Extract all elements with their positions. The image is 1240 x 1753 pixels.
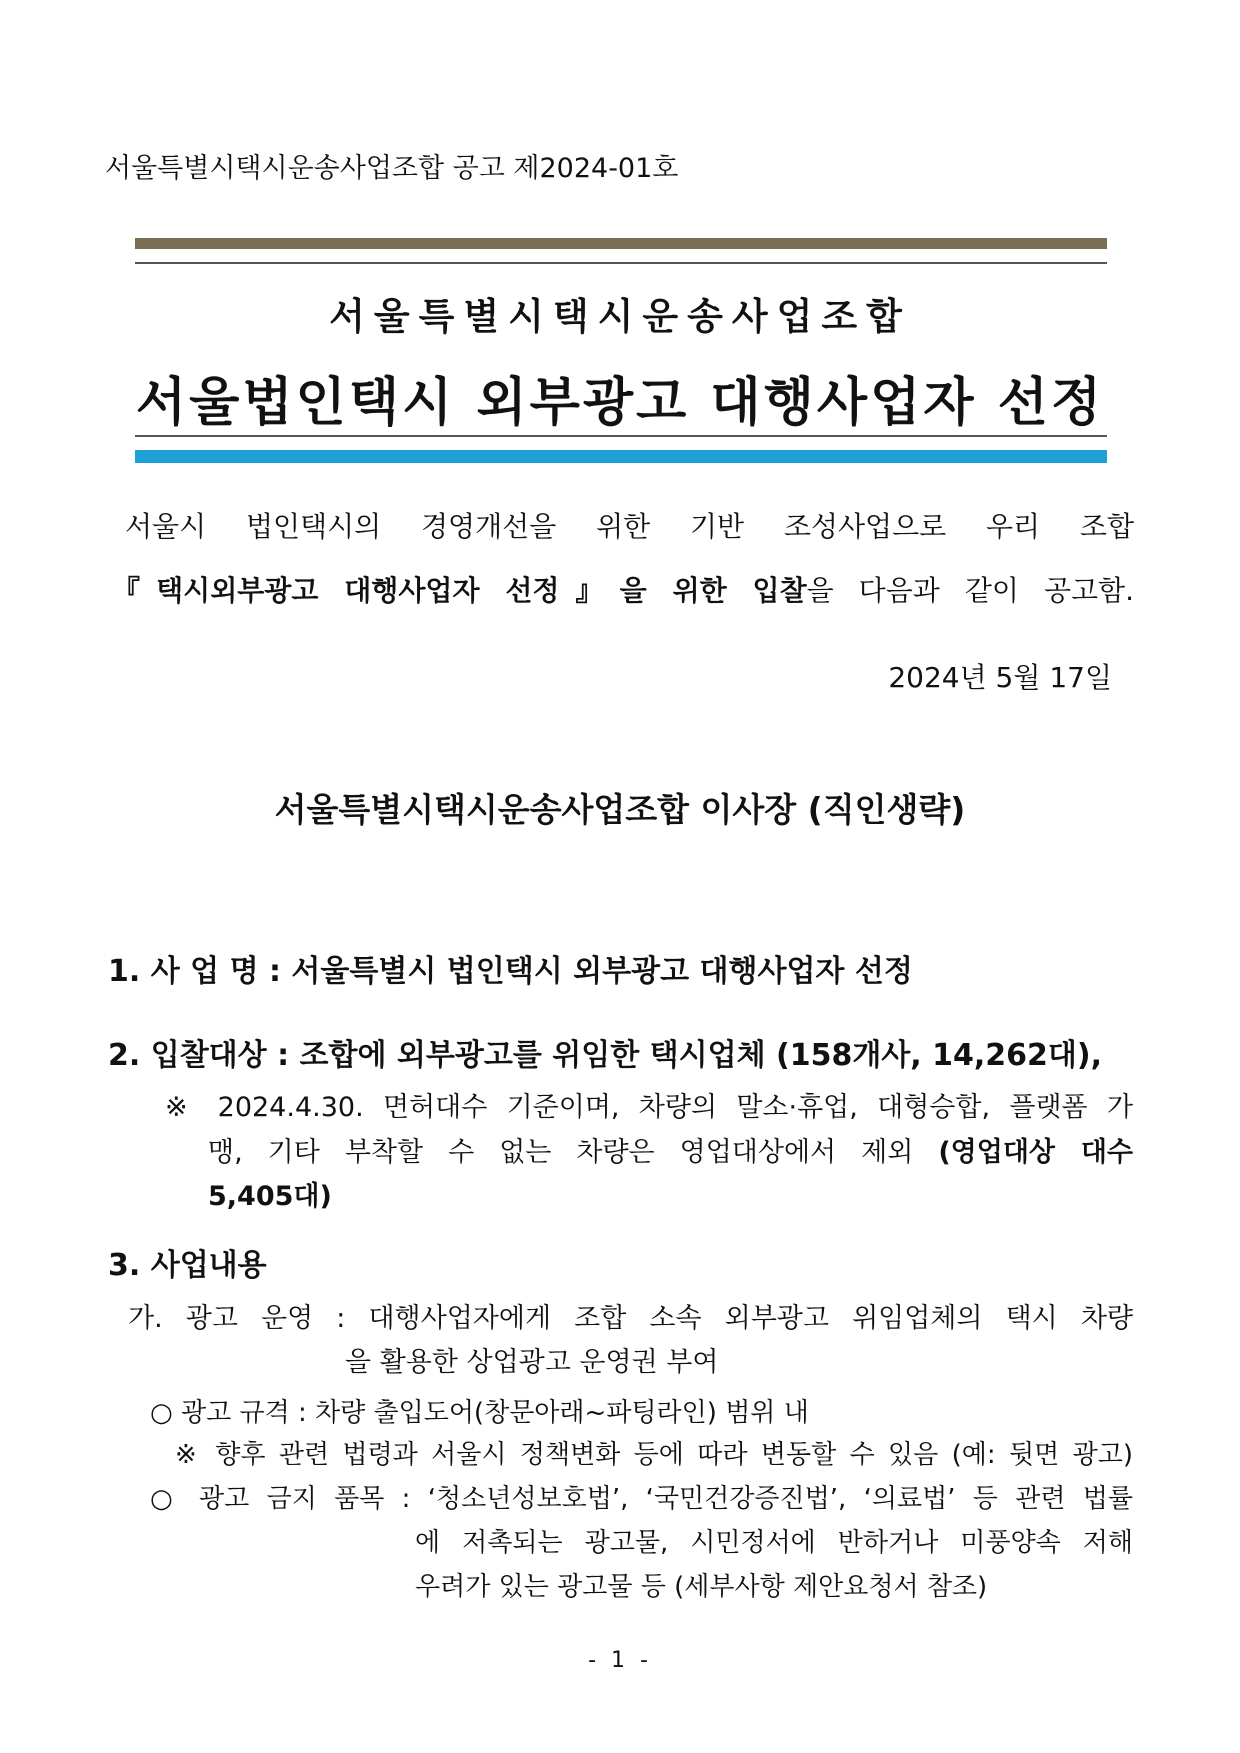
notice-number: 서울특별시택시운송사업조합 공고 제2024-01호 [105,153,679,184]
organization-title: 서울특별시택시운송사업조합 [329,295,911,338]
ad-operation-line-2: 을 활용한 상업광고 운영권 부여 [345,1347,719,1378]
ad-operation-line-1: 가. 광고 운영 : 대행사업자에게 조합 소속 외부광고 위임업체의 택시 차량 [128,1303,1133,1334]
top-decorative-bar [135,238,1107,249]
note-bold-text: (영업대상 대수 [938,1137,1133,1168]
item-2-note-line-3: 5,405대) [208,1181,332,1212]
intro-line-2 [112,569,1134,609]
ad-ban-line-2: 에 저촉되는 광고물, 시민정서에 반하거나 미풍양속 저해 [415,1528,1133,1558]
intro-bold-text: 『택시외부광고 대행사업자 선정』을 위한 입찰 [112,574,807,607]
bottom-decorative-bar [135,450,1107,463]
page-title: 서울법인택시 외부광고 대행사업자 선정 [135,373,1105,433]
item-3-business-content: 3. 사업내용 [108,1248,267,1283]
bottom-divider [135,435,1107,437]
item-2-note-line-2 [208,1130,1133,1169]
ad-spec-item: ○ 광고 규격 : 차량 출입도어(창문아래~파팅라인) 범위 내 [150,1398,809,1428]
intro-line-1: 서울시 법인택시의 경영개선을 위한 기반 조성사업으로 우리 조합 [125,510,1134,543]
ad-ban-line-3: 우려가 있는 광고물 등 (세부사항 제안요청서 참조) [415,1572,988,1602]
notice-date: 2024년 5월 17일 [888,661,1112,694]
page-number: - 1 - [588,1648,652,1673]
ad-spec-note: ※ 향후 관련 법령과 서울시 정책변화 등에 따라 변동할 수 있음 (예: 뒷면 광고) [175,1440,1133,1470]
item-2-note-line-1: ※ 2024.4.30. 면허대수 기준이며, 차량의 말소·휴업, 대형승합, 플랫폼 가 [165,1092,1133,1123]
intro-plain-text: 을 다음과 같이 공고함. [806,574,1134,607]
note-plain-text: 맹, 기타 부착할 수 없는 차량은 영업대상에서 제외 [208,1137,939,1168]
item-1-project-name: 1. 사 업 명 : 서울특별시 법인택시 외부광고 대행사업자 선정 [108,954,913,989]
top-divider [135,262,1107,264]
item-2-bid-target: 2. 입찰대상 : 조합에 외부광고를 위임한 택시업체 (158개사, 14,262대), [108,1038,1102,1073]
issuer-signature: 서울특별시택시운송사업조합 이사장 (직인생략) [274,790,966,829]
ad-ban-line-1: ○ 광고 금지 품목 : ‘청소년성보호법’, ‘국민건강증진법’, ‘의료법’ 등 관련 법률 [150,1484,1133,1514]
